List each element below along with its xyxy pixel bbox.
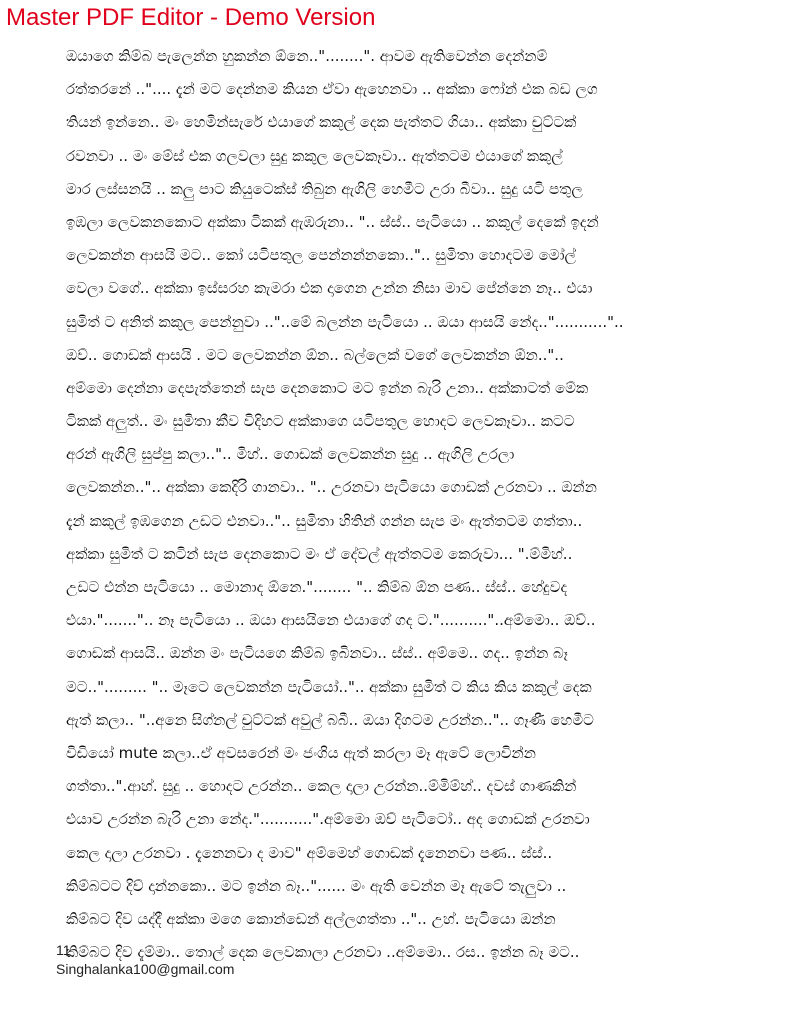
text-line: මාර ලස්සනයි .. කලු පාට කියුටෙක්ස් තිබුන ඇගිලි හෙමීට උරා බීවා.. සුදු යටි පතුල bbox=[66, 179, 583, 198]
text-line: රත්තරනේ ..".... දැන් මට දෙන්නම කියන ඒවා ඇහෙනවා .. අක්කා ෆෝන් එක බඩ ලග bbox=[66, 80, 598, 99]
text-line: එයා.".......".. නෑ පැටියො .. ඔයා ආසයිනෙ එයාගේ ගද ට.".........."..අම්මො.. ඔව්.. bbox=[66, 611, 596, 630]
text-line: වෙලා වගේ.. අක්කා ඉස්සරහ කැමරා එක දාගෙන උන්න නිසා මාව පේන්නෙ නෑ.. එයා bbox=[66, 279, 593, 298]
text-line: කිම්බට දිව යද්දී අක්කා මගෙ කොන්ඩෙන් අල්ලගත්තා ..".. උහ්. පැටියො ඔන්න bbox=[66, 909, 556, 928]
text-line: ලෙවකන්න ආසයි මට.. කෝ යටිපතුල පෙන්නන්නකො..".. සුමිතා හොදටම මෝල් bbox=[66, 246, 576, 265]
text-line: ගොඩක් ආසයි.. ඔන්න මං පැටියගෙ කිම්බ ඉබිනවා.. ස්ස්.. අම්මෙ.. ගද.. ඉන්න බෑ bbox=[66, 644, 568, 663]
text-line: ඉඹලා ලෙවකනකොට අක්කා ටිකක් ඇඹරුනා.. ".. ස්ස්.. පැටියො .. කකුල් දෙකේ ඉදන් bbox=[66, 212, 599, 231]
demo-watermark-title: Master PDF Editor - Demo Version bbox=[6, 4, 376, 31]
text-line: ටිකක් අලුත්.. මං සුමිතා කීව විදිහට අක්කාගෙ යටිපතුල හොදට ලෙවකෑවා.. කටට bbox=[66, 412, 575, 431]
text-line: මට.."......... ".. මෑටෙ ලෙවකන්න පැටියෝ..".. අක්කා සුමිත් ට කිය කිය කකුල් දෙක bbox=[66, 677, 592, 696]
text-line: ඔව්.. ගොඩක් ආසයි . මට ලෙවකන්න ඕන.. බල්ලෙක් වගේ ලෙවකන්න ඕන..".. bbox=[66, 345, 564, 364]
text-line: ගත්තා..".ආහ්. සුදු .. හොදට උරන්න.. කෙල දාලා උරන්න..ම්මිම්හ්.. දවස් ගාණකින් bbox=[66, 777, 577, 796]
text-line: ඔයාගෙ කිම්බ පැලෙන්න හුකන්න ඕනෙ.."........". ආවම ඇතිවෙන්න දෙන්නම් bbox=[66, 47, 548, 65]
text-line: ඇත් කලා.. "..අනෙ සිග්නල් චුට්ටක් අවුල් බබී.. ඔයා දිගටම උරන්න..".. ගෑණී හෙමීට bbox=[66, 710, 594, 729]
text-line: අරන් ඇගිලි සුප්පු කලා..".. මිහ්.. ගොඩක් ලෙවකන්න සුදු .. ඇගිලි උරලා bbox=[66, 445, 515, 464]
text-line: එයාව උරන්න බැරි උනා නේද."...........".අම්මො ඔව් පැටිටෝ.. අද ගොඩක් උරනවා bbox=[66, 810, 590, 829]
text-line: තියන් ඉන්නෙ.. මං හෙමින්සැරේ එයාගේ කකුල් දෙක පැත්තට ගියා.. අක්කා චුට්ටක් bbox=[66, 113, 577, 132]
text-line: උඩට එන්න පැටියො .. මොනාද ඕනෙ."........ ".. කිම්බ ඕන පණ.. ස්ස්.. හේදුවද bbox=[66, 578, 568, 596]
text-line: අම්මො දෙන්නා දෙපැත්තෙන් සැප දෙනකොට මට ඉන්න බැරි උනා.. අක්කාටත් මේක bbox=[66, 378, 589, 397]
story-body-text bbox=[66, 40, 728, 969]
text-line: රවනවා .. මං මේස් එක ගලවලා සුදු කකුල ලෙවකෑවා.. ඇත්තටම එයාගේ කකුල් bbox=[66, 146, 563, 165]
text-line: දැන් කකුල් ඉඹගෙන උඩට එනවා..".. සුමිතා හිතින් ගන්න සැප මං ඇත්තටම ගත්තා.. bbox=[66, 511, 583, 530]
text-line: ලෙවකන්න..".. අක්කා කෙදිරි ගානවා.. ".. උරනවා පැටියො ගොඩක් උරනවා .. ඔන්න bbox=[66, 478, 597, 497]
page-number: 11 bbox=[56, 942, 71, 958]
footer-email: Singhalanka100@gmail.com bbox=[56, 961, 235, 977]
text-line: කෙල දාලා උරනවා . දැනෙනවා ද මාව" අම්මෙහ් ගොඩක් දැනෙනවා පණ.. ස්ස්.. bbox=[66, 843, 553, 862]
text-line: අක්කා සුමිත් ට කටින් සැප දෙනකොට මං ඒ දේවල් ඇත්තටම කෙරුවා... ".ම්මිහ්.. bbox=[66, 544, 573, 563]
text-line: කිම්බටට දිව් දාන්නකො.. මට ඉන්න බෑ.."...... මං ඇති වෙන්න මෑ ඇටේ තැලුවා .. bbox=[66, 876, 567, 895]
text-line: සුමිත් ට අනිත් කකුල පෙන්නුවා .."..මේ බලන්න පැටියො .. ඔයා ආසයි නේද.."...........".. bbox=[66, 312, 624, 331]
text-line: විඩියෝ mute කලා..ඒ අවසරෙන් මං ජංගිය ඇත් කරලා මෑ ඇටේ ලොවින්න bbox=[66, 743, 536, 762]
text-line: කිම්බට දිව දැම්මා.. තොල් දෙක ලෙවකාලා උරනවා ..අම්මො.. රස.. ඉන්න බෑ මට.. bbox=[66, 943, 580, 962]
